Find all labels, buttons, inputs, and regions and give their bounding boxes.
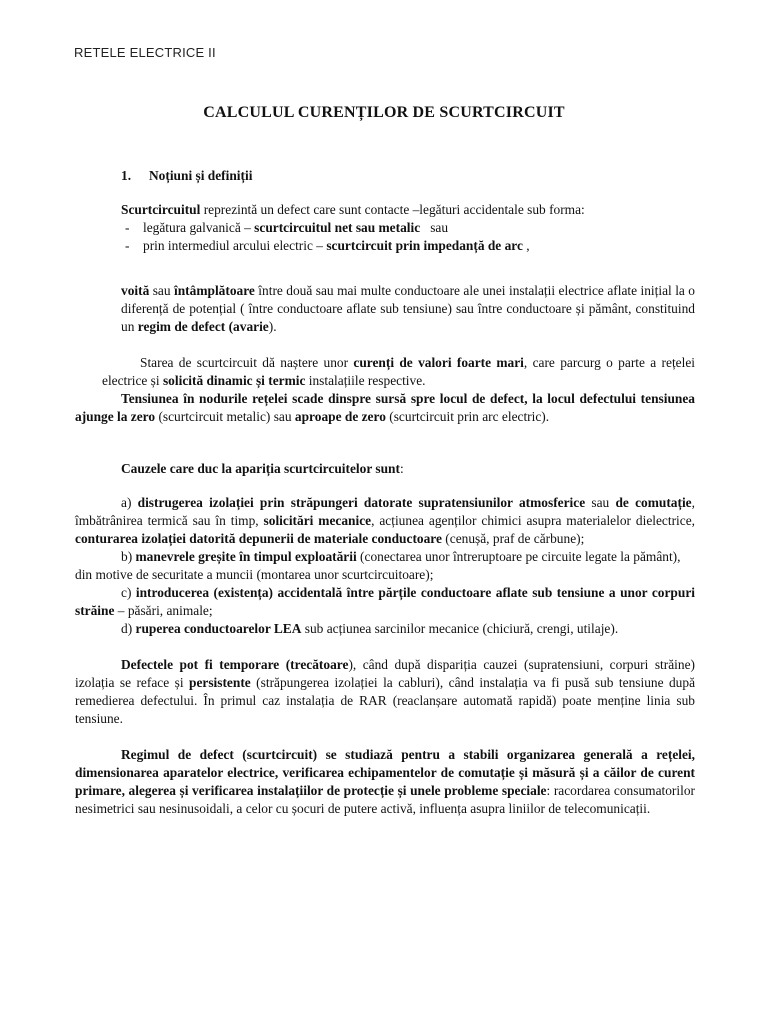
cause-c: c) introducerea (existența) accidentală între părțile conductoare aflate sub tensiune a unor corpuri străine – păsări, animale; <box>75 585 695 618</box>
definition-paragraph <box>121 201 695 219</box>
definition-term: Scurtcircuitul <box>121 202 201 217</box>
section-number: 1. <box>121 168 132 183</box>
section-heading <box>121 167 695 185</box>
definition-text: reprezintă un defect care sunt contacte –legături accidentale sub forma: <box>200 202 585 217</box>
list-item: - prin intermediul arcului electric – scurtcircuit prin impedanță de arc , <box>121 237 695 255</box>
paragraph-voita: voită sau întâmplătoare între două sau mai multe conductoare ale unei instalații electrice aflate inițial la o diferență de potențial ( între conductoare aflate sub tensiune) sau între conductoare și pământ, constituind un regim de defect (avarie). <box>121 283 696 334</box>
paragraph-tensiune: Tensiunea în nodurile rețelei scade dinspre sursă spre locul de defect, la locul defectului tensiunea ajunge la zero (scurtcircuit metalic) sau aproape de zero (scurtcircuit prin arc electric). <box>75 391 695 424</box>
paragraph-stare: Starea de scurtcircuit dă naștere unor curenți de valori foarte mari, care parcurg o parte a rețelei electrice și solicită dinamic și termic instalațiile respective. <box>102 355 695 388</box>
definition-list <box>121 219 695 255</box>
causes-heading: Cauzele care duc la apariția scurtcircuitelor sunt: <box>121 461 404 476</box>
list-item: - legătura galvanică – scurtcircuitul net sau metalic sau <box>121 219 695 237</box>
page-title: CALCULUL CURENȚILOR DE SCURTCIRCUIT <box>203 104 565 121</box>
cause-b: b) manevrele greșite în timpul exploatării (conectarea unor întreruptoare pe circuite legate la pământ), din motive de securitate a muncii (montarea unor scurtcircuitoare); <box>75 549 681 582</box>
cause-d: d) ruperea conductoarelor LEA sub acțiunea sarcinilor mecanice (chiciură, crengi, utilaje). <box>121 621 619 636</box>
document-body <box>75 167 696 818</box>
paragraph-defecte: Defectele pot fi temporare (trecătoare), când după dispariția cauzei (supratensiuni, corpuri străine) izolația se reface și persistente (străpungerea izolației la cabluri), când instalația va fi pusă sub tensiune după remedierea defectului. În primul caz instalația de RAR (reaclanșare automată rapidă) poate menține linia sub tensiune. <box>75 657 696 726</box>
section-label: Noțiuni și definiții <box>149 168 253 183</box>
cause-a: a) distrugerea izolației prin străpungeri datorate supratensiunilor atmosferice sau de comutație, îmbătrânirea termică sau în timp, solicitări mecanice, acțiunea agenților chimici asupra materialelor dielectrice, conturarea izolației datorită depunerii de materiale conductoare (cenușă, praf de cărbune); <box>75 495 696 546</box>
running-header: RETELE ELECTRICE II <box>74 45 216 60</box>
paragraph-regim: Regimul de defect (scurtcircuit) se studiază pentru a stabili organizarea generală a rețelei, dimensionarea aparatelor electrice, verificarea echipamentelor de comutație și măsură și a căilor de curent primare, alegerea și verificarea instalațiilor de protecție și unele probleme speciale: racordarea consumatorilor nesimetrici sau nesinusoidali, a celor cu șocuri de putere activă, influența asupra liniilor de telecomunicații. <box>75 747 695 816</box>
